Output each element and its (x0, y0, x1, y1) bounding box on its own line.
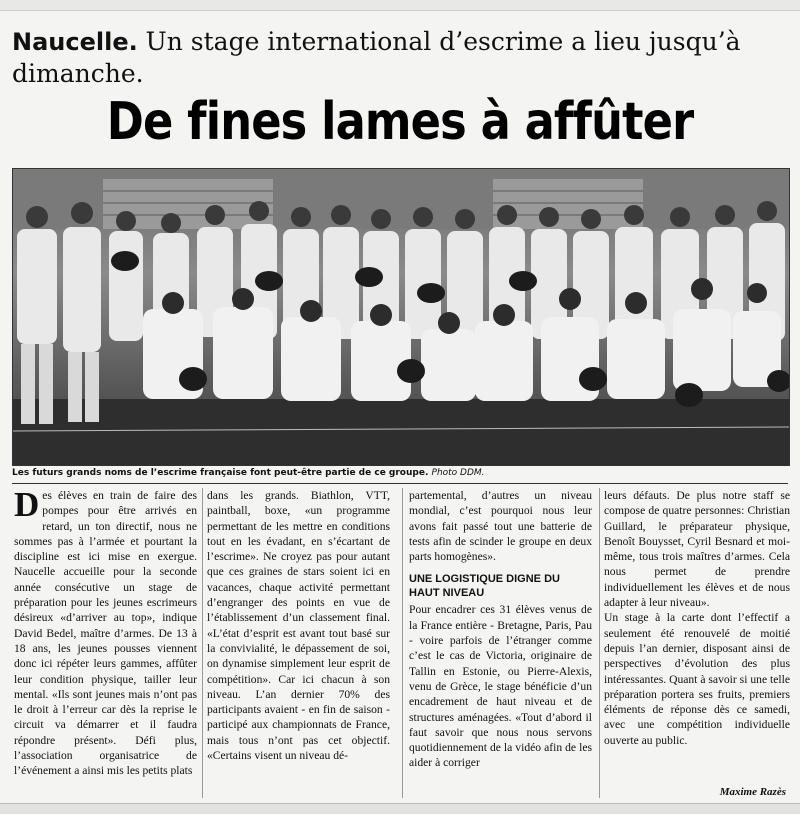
kicker-text: Un stage international d’escrime a lieu jusqu’à dimanche. (12, 27, 741, 88)
column-2 (207, 488, 390, 800)
group-photo (12, 168, 790, 466)
column-divider (202, 488, 203, 798)
column-4-text-a: leurs défauts. De plus notre staff se compose de quatre personnes: Christian Guillard, le préparateur physique, Benoît Bouysset, Cyril Besnard et moi-même, tous trois maîtres d’armes. Cela nous permet de prendre individuellement les élèves et de nous adapter à leur niveau». (604, 489, 790, 610)
caption-rule (12, 483, 788, 484)
column-1-text: es élèves en train de faire des pompes pour être arrivés en retard, un ton directif, nous ne sommes pas à l’armée et pourtant la discipline est ici mise en exergue. Naucelle accueille pour la seconde année consécutive un stage de préparation pour les jeunes escrimeurs désireux «d’arriver au top», indique David Bedel, maître d’armes. De 13 à 18 ans, les jeunes pousses viennent donc ici répéter leurs gammes, affûter leur condition physique, tailler leur mental. «Ils sont jeunes mais n’ont pas le droit à l’erreur car dès la reprise le circuit va démarrer et il faudra répondre présent». Défi plus, l’association organisatrice de l’événement a ainsi mis les petits plats (14, 489, 197, 778)
article-kicker (12, 26, 788, 89)
column-divider (402, 488, 403, 798)
column-3-text-b: Pour encadrer ces 31 élèves venus de la France entière - Bretagne, Paris, Pau - voire parfois de l’étranger comme c’est le cas de Victoria, originaire de Tallin en Estonie, ou Pierre-Alexis, venu de Grèce, le stage bénéficie d’un encadrement de haut niveau et de structures aménagées. «Tout d’abord il faut savoir que nous nous servons quotidiennement de la vidéo afin de les aider à corriger (409, 603, 592, 770)
column-1 (14, 488, 197, 800)
column-4-text-b: Un stage à la carte dont l’effectif a seulement été renouvelé de moitié depuis l’an dernier, disposant ainsi de perspectives d’évolution des plus intéressantes. Quant à savoir si une telle préparation portera ses fruits, premiers éléments de réponse dès ce samedi, avec une compétition individuelle ouverte au public. (604, 611, 790, 747)
location-label: Naucelle. (12, 28, 138, 56)
scan-border-bottom (0, 803, 800, 814)
photo-caption (12, 468, 788, 478)
column-4 (604, 488, 790, 800)
column-2-text: dans les grands. Biathlon, VTT, paintball, boxe, «un programme permettant de les mettre en conditions tout en les évadant, en s’écartant de l’escrime». Ne croyez pas pour autant que ces graines de stars soient ici en vacances, chaque activité permettant d’engranger des points en vue de l’établissement d’un classement final. «L’état d’esprit est avant tout basé sur la convivialité, le dépassement de soi, on dynamise simplement leur esprit de compétition». Car ici chacun à son niveau. L’an dernier 70% des participants avaient - en fin de saison - participé aux championnats de France, mais tous n’ont pas cet objectif. «Certains visent un niveau dé- (207, 489, 390, 763)
column-3-text-a: partemental, d’autres un niveau mondial, c’est pourquoi nous leur avons fait passé tout une batterie de tests afin de scinder le groupe en deux parts homogènes». (409, 489, 592, 564)
group-photo-illustration (13, 169, 789, 465)
column-divider (599, 488, 600, 798)
photo-credit: Photo DDM. (431, 468, 485, 478)
column-3 (409, 488, 592, 800)
caption-text: Les futurs grands noms de l’escrime française font peut-être partie de ce groupe. (12, 468, 429, 478)
scan-border-top (0, 0, 800, 11)
section-subhead: UNE LOGISTIQUE DIGNE DU HAUT NIVEAU (409, 573, 560, 600)
author-byline: Maxime Razès (719, 786, 786, 798)
article-headline: De fines lames à affûter (106, 92, 694, 152)
drop-cap: D (14, 488, 40, 524)
